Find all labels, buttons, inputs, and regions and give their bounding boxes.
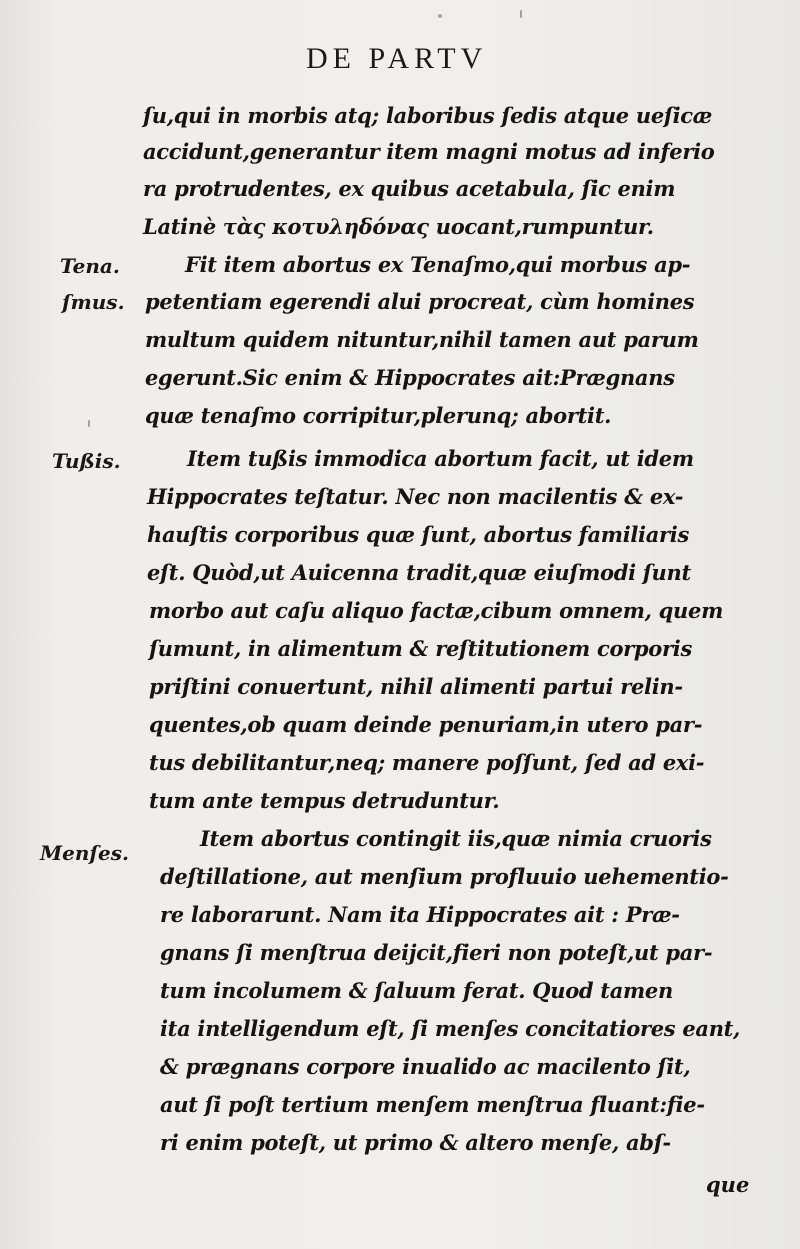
paper-speck — [88, 420, 90, 427]
text-line: tum ante tempus detruduntur. — [149, 788, 500, 813]
text-line: Latinè τὰς κοτυληδόνας uocant,rumpuntur. — [143, 214, 654, 239]
text-line: ita intelligendum eſt, ſi menſes concitatiores eant, — [160, 1016, 741, 1041]
catchword: que — [706, 1172, 750, 1197]
text-line: multum quidem nituntur,nihil tamen aut parum — [145, 327, 699, 352]
text-line: quentes,ob quam deinde penuriam,in utero par- — [149, 712, 703, 737]
text-line: quæ tenaſmo corripitur,plerunq; abortit. — [145, 403, 612, 428]
text-line: morbo aut caſu aliquo factæ,cibum omnem, quem — [149, 598, 723, 623]
text-line: re laborarunt. Nam ita Hippocrates ait : Præ- — [160, 902, 680, 927]
running-head: DE PARTV — [306, 42, 488, 75]
text-line: deſtillatione, aut menſium profluuio uehementio- — [160, 864, 729, 889]
text-line: Item tußis immodica abortum facit, ut idem — [187, 446, 694, 471]
paper-speck — [520, 10, 522, 18]
text-line: tus debilitantur,neq; manere poſſunt, ſed ad exi- — [149, 750, 705, 775]
text-line: accidunt,generantur item magni motus ad inferio — [143, 139, 715, 164]
margin-note: Tena. — [60, 254, 120, 278]
text-line: & prægnans corpore inualido ac macilento ſit, — [160, 1054, 691, 1079]
text-line: petentiam egerendi alui procreat, cùm homines — [145, 289, 695, 314]
text-line: aut ſi poſt tertium menſem menſtrua fluant:fie- — [160, 1092, 705, 1117]
text-line: gnans ſi menſtrua deijcit,fieri non poteſt,ut par- — [160, 940, 713, 965]
margin-note: Tußis. — [52, 449, 121, 473]
text-line: hauſtis corporibus quæ ſunt, abortus familiaris — [147, 522, 690, 547]
text-line: ri enim poteſt, ut primo & altero menſe, abſ- — [160, 1130, 671, 1155]
text-line: tum incolumem & ſaluum ferat. Quod tamen — [160, 978, 673, 1003]
text-line: Hippocrates teſtatur. Nec non macilentis & ex- — [147, 484, 684, 509]
text-line: Item abortus contingit iis,quæ nimia cruoris — [200, 826, 712, 851]
text-line: eſt. Quòd,ut Auicenna tradit,quæ eiuſmodi ſunt — [147, 560, 691, 585]
paper-speck — [438, 14, 442, 18]
text-line: ſu,qui in morbis atq; laboribus ſedis atque ueſicæ — [143, 103, 713, 128]
margin-note: Menſes. — [40, 841, 129, 865]
text-line: egerunt.Sic enim & Hippocrates ait:Prægnans — [145, 365, 675, 390]
text-line: priſtini conuertunt, nihil alimenti partui relin- — [149, 674, 683, 699]
text-line: ſumunt, in alimentum & reſtitutionem corporis — [149, 636, 692, 661]
text-line: ra protrudentes, ex quibus acetabula, ſic enim — [143, 176, 676, 201]
margin-note: ſmus. — [62, 290, 125, 314]
text-line: Fit item abortus ex Tenaſmo,qui morbus ap- — [185, 252, 691, 277]
